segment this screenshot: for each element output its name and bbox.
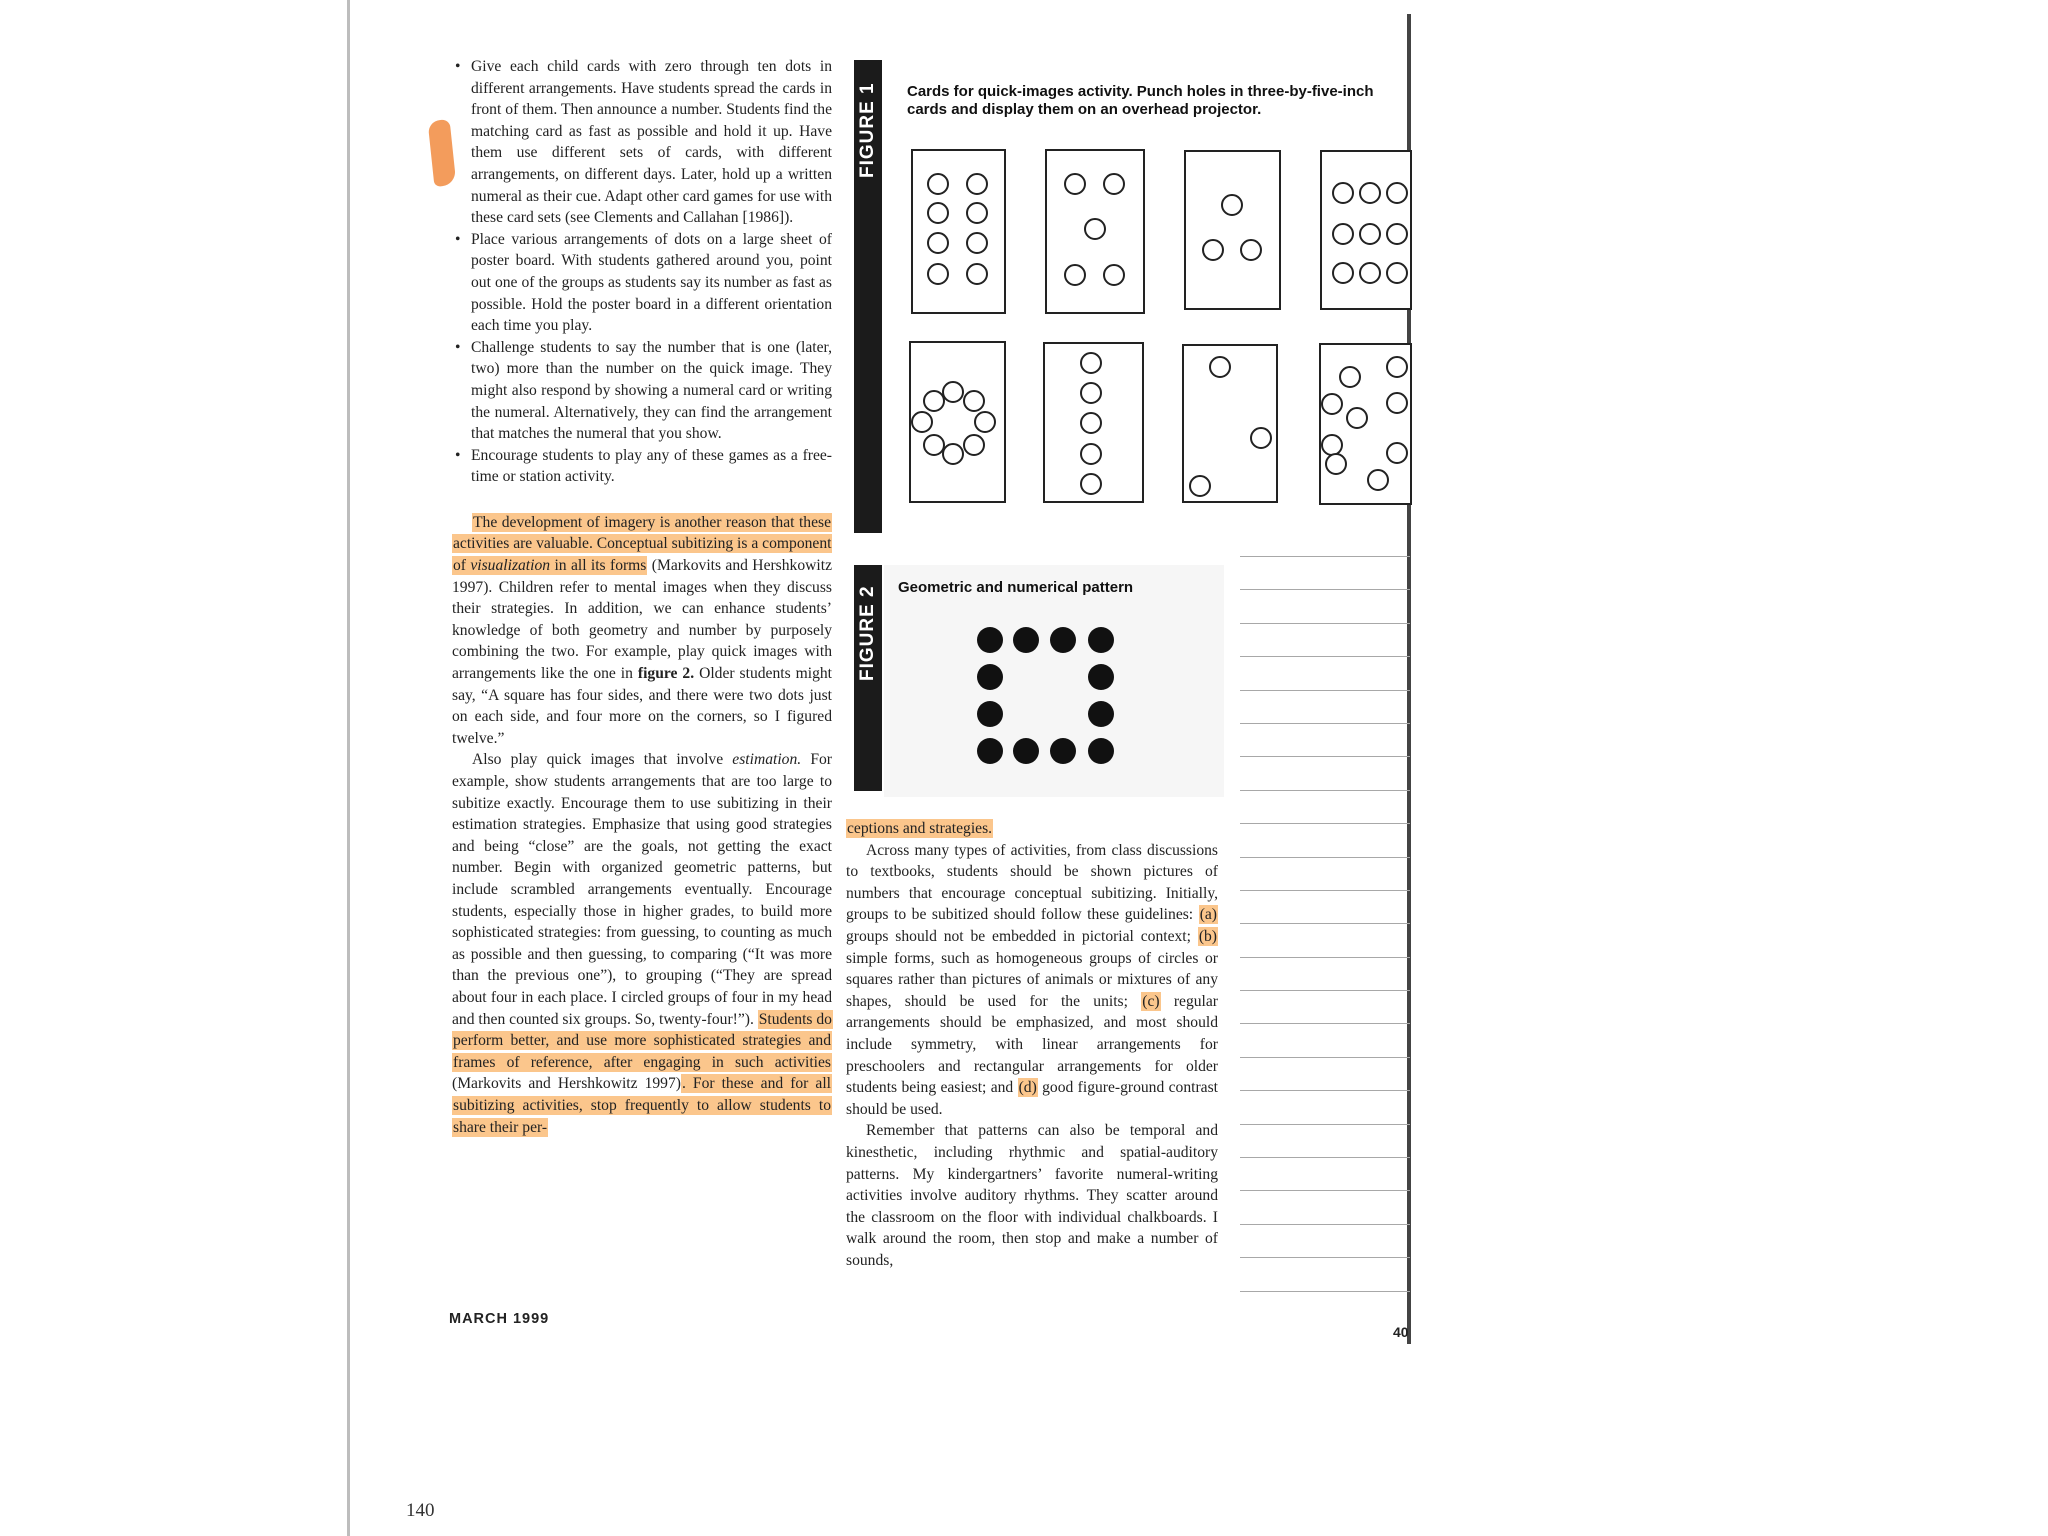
body-text: Older students might say, “A square has four sides, and there were two dots just on each side, and four more on the corners, so I figured twelve.” <box>452 665 833 747</box>
page-number: 140 <box>406 1500 435 1521</box>
rule-line <box>1240 1057 1410 1058</box>
rule-line <box>1240 723 1410 724</box>
figure-2-label: FIGURE 2 <box>857 585 878 681</box>
page-number-right: 40 <box>1393 1324 1409 1340</box>
guideline-marker: (b) <box>1198 927 1217 945</box>
rule-line <box>1240 1090 1410 1091</box>
highlight-span: in all its forms <box>550 557 647 575</box>
body-text: (Markovits and Hershkowitz 1997). Children refer to mental images when they discuss their strategies. In addition, we can enhance students’ knowledge of both geometry and number by purposely combining the two. For example, play quick images with arrangements like the one in <box>452 557 832 683</box>
dot-card <box>1044 343 1143 502</box>
figure-2-caption: Geometric and numerical pattern <box>898 579 1134 596</box>
rule-line <box>1240 690 1410 691</box>
rule-line <box>1240 1224 1410 1225</box>
highlighted-text: ceptions and strategies. <box>847 820 993 837</box>
ruled-lines <box>1240 556 1410 1324</box>
rule-line <box>1240 1124 1410 1125</box>
bullet-item: • Encourage students to play any of these games as a free-time or station activity. <box>452 445 832 488</box>
rule-line <box>1240 1291 1410 1292</box>
italic-term: estimation. <box>732 751 802 769</box>
rule-line <box>1240 1023 1410 1024</box>
dot-card <box>1185 151 1280 309</box>
body-text: good figure-ground contrast should be used. <box>846 1079 1218 1118</box>
rule-line <box>1240 1190 1410 1191</box>
rule-line <box>1240 923 1410 924</box>
issue-date: MARCH 1999 <box>449 1311 550 1327</box>
figure-reference: figure 2. <box>637 665 695 683</box>
body-text: Also play quick images that involve <box>472 751 733 769</box>
dot-card <box>910 342 1005 502</box>
body-text: groups should not be embedded in pictorial context; <box>846 927 1198 945</box>
continuation-line <box>846 818 1218 840</box>
rule-line <box>1240 656 1410 657</box>
rule-line <box>1240 823 1410 824</box>
figure-1-label: FIGURE 1 <box>857 82 878 178</box>
rule-line <box>1240 790 1410 791</box>
right-column <box>846 818 1218 1271</box>
rule-line <box>1240 756 1410 757</box>
rule-line <box>1240 957 1410 958</box>
rule-line <box>1240 1157 1410 1158</box>
rule-line <box>1240 890 1410 891</box>
guideline-marker: (c) <box>1142 992 1160 1010</box>
body-text: For example, show students arrangements that are too large to subitize exactly. Encourage them to use subitizing in their estimation strategies. Emphasize that using good strategies and being “close” are the goals, not getting the exact number. Begin with organized geometric patterns, but include scrambled arrangements eventually. Encourage students, especially those in higher grades, to build more sophisticated strategies: from guessing, to counting as much as possible and then guessing, to comparing (“It was more than the previous one”), to grouping (“They are spread about four in each place. I circled groups of four in my head and then counted six groups. So, twenty-four!”). <box>452 751 833 1028</box>
dot-card <box>1321 151 1411 309</box>
highlighted-text: Students do perform better, and use more sophisticated strategies and frames of reference, after engaging in such activities <box>453 1010 832 1071</box>
figure-2-dot-square <box>977 627 1114 764</box>
guidelines-paragraph <box>846 840 1218 1121</box>
figure-1-caption: Cards for quick-images activity. Punch holes in three-by-five-inch cards and display them on an overhead projector. <box>907 83 1374 118</box>
bullet-item: • Give each child cards with zero through ten dots in different arrangements. Have students spread the cards in front of them. Then announce a number. Students find the matching card as fast as possible and hold it up. Have them use different sets of cards, with different arrangements, on different days. Later, hold up a written numeral as their cue. Adapt other card games for use with these card sets (see Clements and Callahan [1986]). <box>452 56 832 229</box>
dot-card <box>912 150 1005 313</box>
body-text: (Markovits and Hershkowitz 1997) <box>452 1075 681 1093</box>
guideline-marker: (d) <box>1018 1079 1037 1097</box>
dot-card <box>1320 344 1411 504</box>
rule-line <box>1240 990 1410 991</box>
dot-card <box>1183 345 1277 502</box>
rule-line <box>1240 623 1410 624</box>
dot-card <box>1046 150 1144 313</box>
rule-line <box>1240 556 1410 557</box>
body-text: regular arrangements should be emphasized, and most should include symmetry, with linear arrangements for preschoolers and rectangular arrangements for older students being easiest; and <box>846 992 1219 1097</box>
highlight-span: The development of imagery is another reason that these activities are valuable. Conceptual subitizing is a component of <box>453 513 832 575</box>
bullet-item: • Challenge students to say the number that is one (later, two) more than the number on the quick image. They might also respond by showing a numeral card or writing the numeral. Alternatively, they can find the arrangement that matches the numeral that you show. <box>452 337 832 445</box>
body-text: simple forms, such as homogeneous groups of circles or squares rather than pictures of animals or mixtures of any shapes, should be used for the units; <box>846 949 1218 1010</box>
rule-line <box>1240 589 1410 590</box>
rule-line <box>1240 1257 1410 1258</box>
rule-line <box>1240 857 1410 858</box>
italic-term: visualization <box>470 557 551 575</box>
guideline-marker: (a) <box>1199 906 1217 924</box>
body-text: Across many types of activities, from class discussions to textbooks, students should be shown pictures of numbers that encourage conceptual subitizing. Initially, groups to be subitized should follow these guidelines: <box>846 841 1218 924</box>
bullet-item: • Place various arrangements of dots on a large sheet of poster board. With students gathered around you, point out one of the groups as students say its number as fast as possible. Hold the poster board in a different orientation each time you play. <box>452 229 832 337</box>
patterns-paragraph: Remember that patterns can also be temporal and kinesthetic, including rhythmic and spatial-auditory patterns. My kindergartners’ favorite numeral-writing activities involve auditory rhythms. They scatter around the classroom on the floor with individual chalkboards. I walk around the room, then stop and make a number of sounds, <box>846 1122 1218 1269</box>
highlighted-text: . For these and for all subitizing activities, stop frequently to allow students to share their per- <box>453 1075 831 1136</box>
